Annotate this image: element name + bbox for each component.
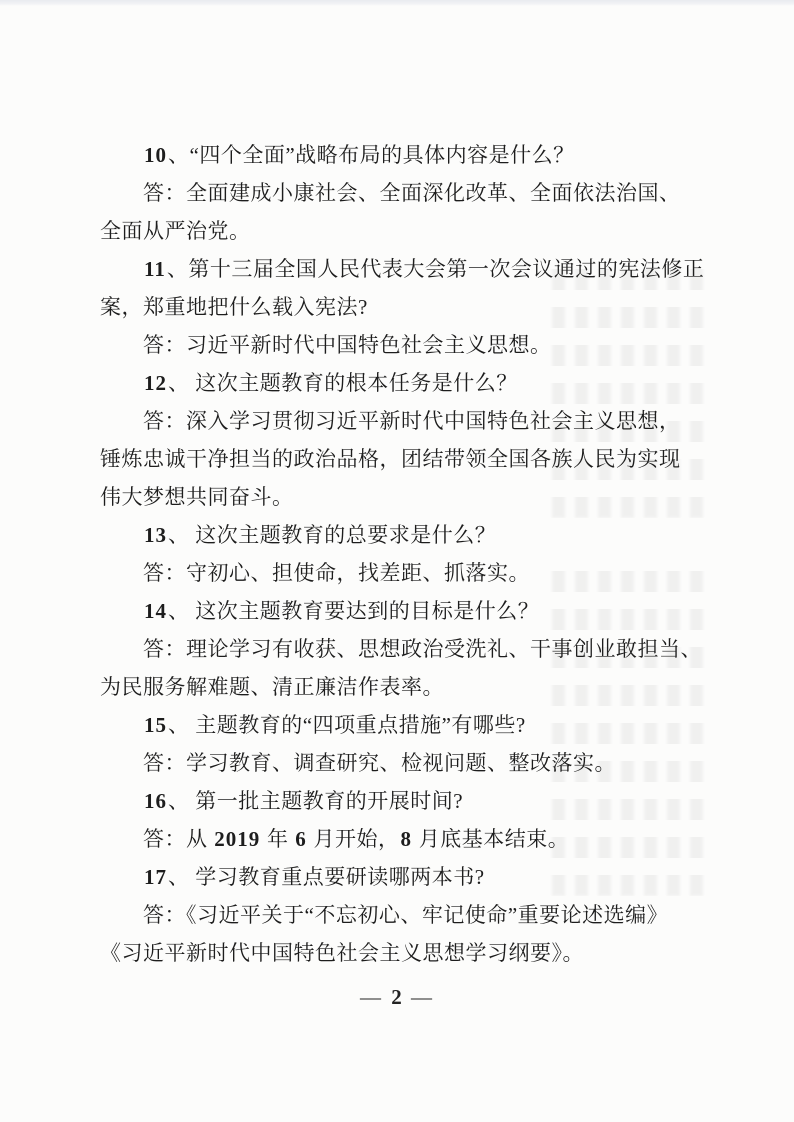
q17-question-line-1: 17、 学习教育重点要研读哪两本书? [144, 865, 485, 889]
q12-answer-line-2: 锤炼忠诚干净担当的政治品格，团结带领全国各族人民为实现 [100, 447, 681, 471]
q11-question-line-2: 案，郑重地把什么载入宪法? [100, 295, 368, 319]
scan-edge-artifact [0, 0, 794, 6]
q14-answer-line-1: 答：理论学习有收获、思想政治受洗礼、干事创业敢担当、 [143, 637, 702, 661]
q13-answer-line-1: 答：守初心、担使命，找差距、抓落实。 [143, 561, 530, 585]
q11-question-line-1: 11、第十三届全国人民代表大会第一次会议通过的宪法修正 [144, 257, 705, 281]
q12-answer-line-1: 答：深入学习贯彻习近平新时代中国特色社会主义思想， [143, 409, 681, 433]
page-footer [0, 985, 794, 1010]
q16-answer-line-1: 答：从 2019 年 6 月开始，8 月底基本结束。 [143, 827, 570, 851]
q17-answer-line-1: 答：《习近平关于“不忘初心、牢记使命”重要论述选编》 [143, 903, 669, 927]
q10-answer-line-1: 答：全面建成小康社会、全面深化改革、全面依法治国、 [143, 181, 681, 205]
q12-answer-line-3: 伟大梦想共同奋斗。 [100, 485, 294, 509]
q12-question-line-1: 12、 这次主题教育的根本任务是什么？ [144, 371, 518, 395]
page-number-text: — 2 — [360, 985, 434, 1009]
document-content [100, 136, 704, 972]
q15-question-line-1: 15、 主题教育的“四项重点措施”有哪些? [144, 713, 526, 737]
q16-question-line-1: 16、 第一批主题教育的开展时间? [144, 789, 464, 813]
q11-answer-line-1: 答：习近平新时代中国特色社会主义思想。 [143, 333, 552, 357]
q10-answer-line-2: 全面从严治党。 [100, 219, 251, 243]
q15-answer-line-1: 答：学习教育、调查研究、检视问题、整改落实。 [143, 751, 616, 775]
q17-answer-line-2: 《习近平新时代中国特色社会主义思想学习纲要》。 [100, 941, 584, 965]
q13-question-line-1: 13、 这次主题教育的总要求是什么？ [144, 523, 497, 547]
q10-question-line-1: 10、“四个全面”战略布局的具体内容是什么？ [144, 143, 575, 167]
q14-answer-line-2: 为民服务解难题、清正廉洁作表率。 [100, 675, 444, 699]
q14-question-line-1: 14、 这次主题教育要达到的目标是什么？ [144, 599, 540, 623]
